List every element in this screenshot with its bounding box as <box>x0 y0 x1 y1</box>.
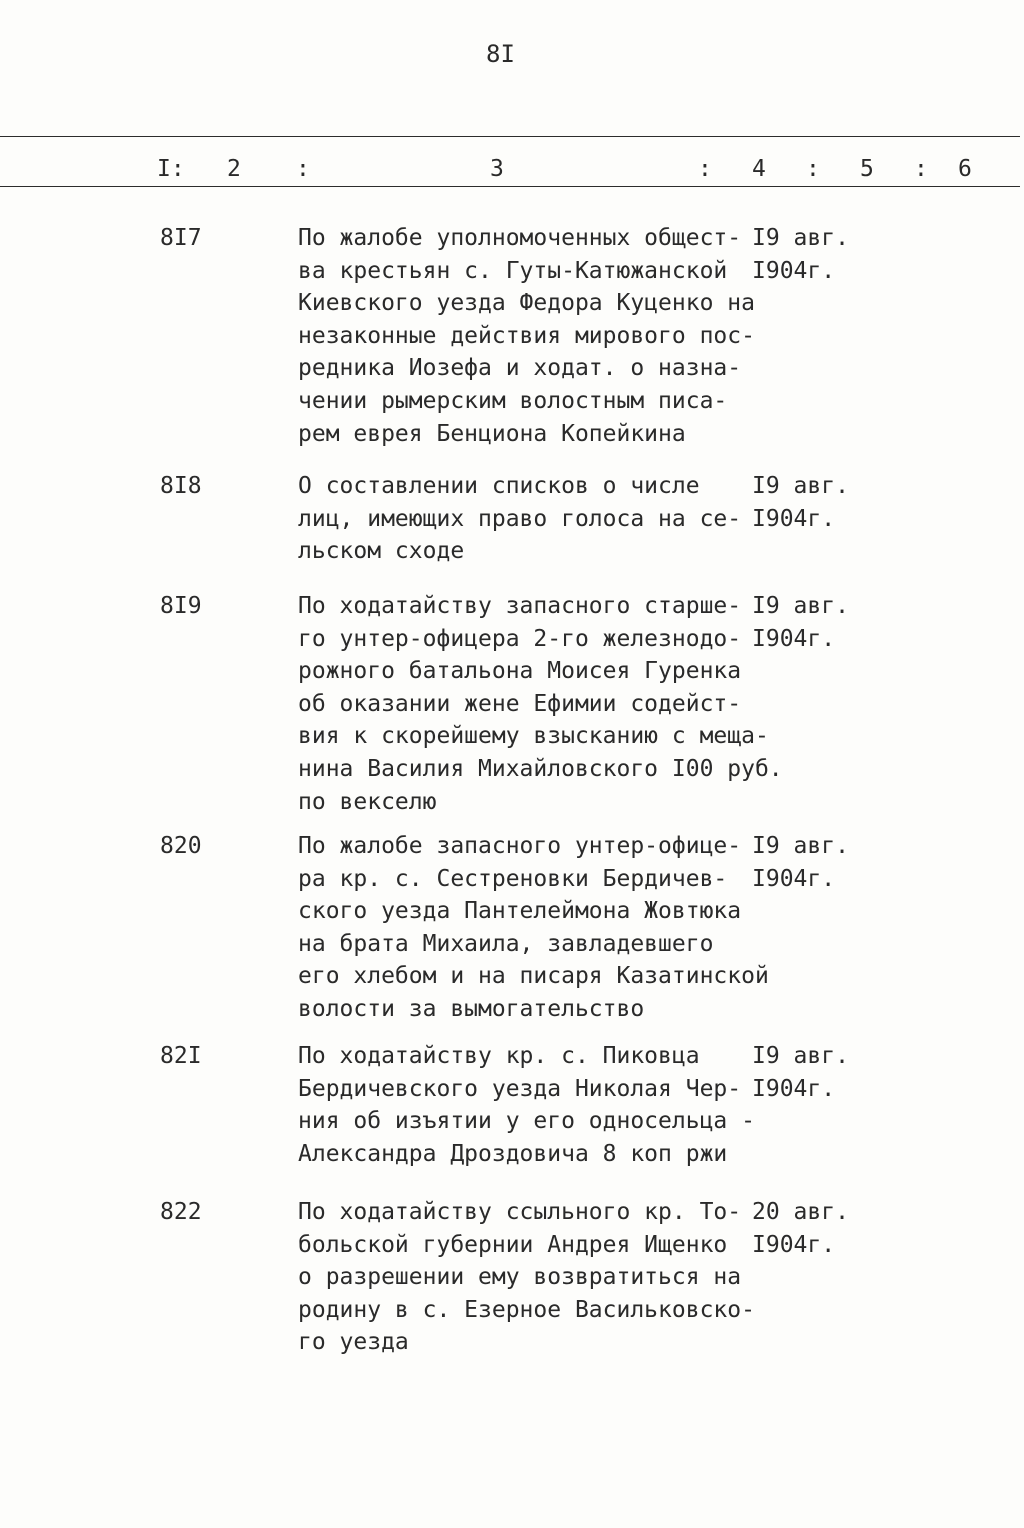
description-line: По жалобе уполномоченных общест- <box>298 225 742 251</box>
entry-number: 822 <box>160 1199 202 1225</box>
entry-description <box>298 590 783 818</box>
description-line: больской губернии Андрея Ищенко <box>298 1231 728 1258</box>
description-line: По ходатайству ссыльного кр. То- <box>298 1199 742 1225</box>
description-line: ния об изъятии у его односельца - <box>298 1108 755 1135</box>
date-year: I904г. <box>752 257 836 284</box>
description-line: о разрешении ему возвратиться на <box>298 1264 742 1291</box>
entry-date <box>752 830 849 895</box>
description-line: ва крестьян с. Гуты-Катюжанской <box>298 257 728 284</box>
description-line: ра кр. с. Сестреновки Бердичев- <box>298 865 728 892</box>
description-line: родину в с. Езерное Васильковско- <box>298 1296 755 1323</box>
column-separator: : <box>296 156 310 182</box>
date-day: 20 авг. <box>752 1199 849 1225</box>
description-line: Киевского уезда Федора Куценко на <box>298 290 755 317</box>
entry-description <box>298 1040 755 1170</box>
description-line: По ходатайству запасного старше- <box>298 593 742 619</box>
column-separator: : <box>914 156 928 182</box>
entry-number: 8I9 <box>160 593 202 619</box>
description-line: По ходатайству кр. с. Пиковца <box>298 1043 700 1069</box>
description-line: редника Иозефа и ходат. о назна- <box>298 355 742 382</box>
entry-description <box>298 830 769 1026</box>
entry-date <box>752 590 849 655</box>
description-line: О составлении списков о числе <box>298 473 700 499</box>
column-header-3: 3 <box>490 156 504 182</box>
entry-number: 82I <box>160 1043 202 1069</box>
column-header-2: 2 <box>227 156 241 182</box>
date-year: I904г. <box>752 1075 836 1102</box>
column-header-4: 4 <box>752 156 766 182</box>
description-line: по векселю <box>298 788 437 815</box>
description-line: Александра Дроздовича 8 коп ржи <box>298 1140 728 1167</box>
header-rule-bottom <box>0 186 1020 187</box>
description-line: рожного батальона Моисея Гуренка <box>298 658 742 685</box>
date-day: I9 авг. <box>752 225 849 251</box>
entry-description <box>298 1196 755 1359</box>
column-header-1: I: <box>157 156 185 182</box>
entry-date <box>752 1196 849 1261</box>
page-number: 8I <box>486 40 515 68</box>
date-day: I9 авг. <box>752 593 849 619</box>
entry-number: 8I8 <box>160 473 202 499</box>
description-line: вия к скорейшему взысканию с меща- <box>298 723 769 750</box>
description-line: рем еврея Бенциона Копейкина <box>298 420 686 447</box>
column-header-5: 5 <box>860 156 874 182</box>
entry-date <box>752 1040 849 1105</box>
date-day: I9 авг. <box>752 1043 849 1069</box>
entry-number: 8I7 <box>160 225 202 251</box>
column-separator: : <box>698 156 712 182</box>
description-line: го унтер-офицера 2-го железнодо- <box>298 625 742 652</box>
date-year: I904г. <box>752 505 836 532</box>
description-line: Бердичевского уезда Николая Чер- <box>298 1075 742 1102</box>
description-line: ского уезда Пантелеймона Жовтюка <box>298 898 742 925</box>
description-line: на брата Михаила, завладевшего <box>298 930 714 957</box>
date-year: I904г. <box>752 865 836 892</box>
date-day: I9 авг. <box>752 833 849 859</box>
date-day: I9 авг. <box>752 473 849 499</box>
date-year: I904г. <box>752 625 836 652</box>
description-line: лиц, имеющих право голоса на се- <box>298 505 742 532</box>
column-header-6: 6 <box>958 156 972 182</box>
entry-date <box>752 470 849 535</box>
entry-description <box>298 470 741 568</box>
entry-description <box>298 222 755 450</box>
description-line: По жалобе запасного унтер-офице- <box>298 833 742 859</box>
entry-number: 820 <box>160 833 202 859</box>
date-year: I904г. <box>752 1231 836 1258</box>
description-line: чении рымерским волостным писа- <box>298 387 728 414</box>
description-line: льском сходе <box>298 538 465 565</box>
description-line: об оказании жене Ефимии содейст- <box>298 690 742 717</box>
description-line: нина Василия Михайловского I00 руб. <box>298 755 783 782</box>
column-separator: : <box>806 156 820 182</box>
description-line: незаконные действия мирового пос- <box>298 322 755 349</box>
description-line: го уезда <box>298 1329 409 1356</box>
entry-date <box>752 222 849 287</box>
description-line: волости за вымогательство <box>298 995 645 1022</box>
description-line: его хлебом и на писаря Казатинской <box>298 963 769 990</box>
header-rule-top <box>0 136 1020 137</box>
